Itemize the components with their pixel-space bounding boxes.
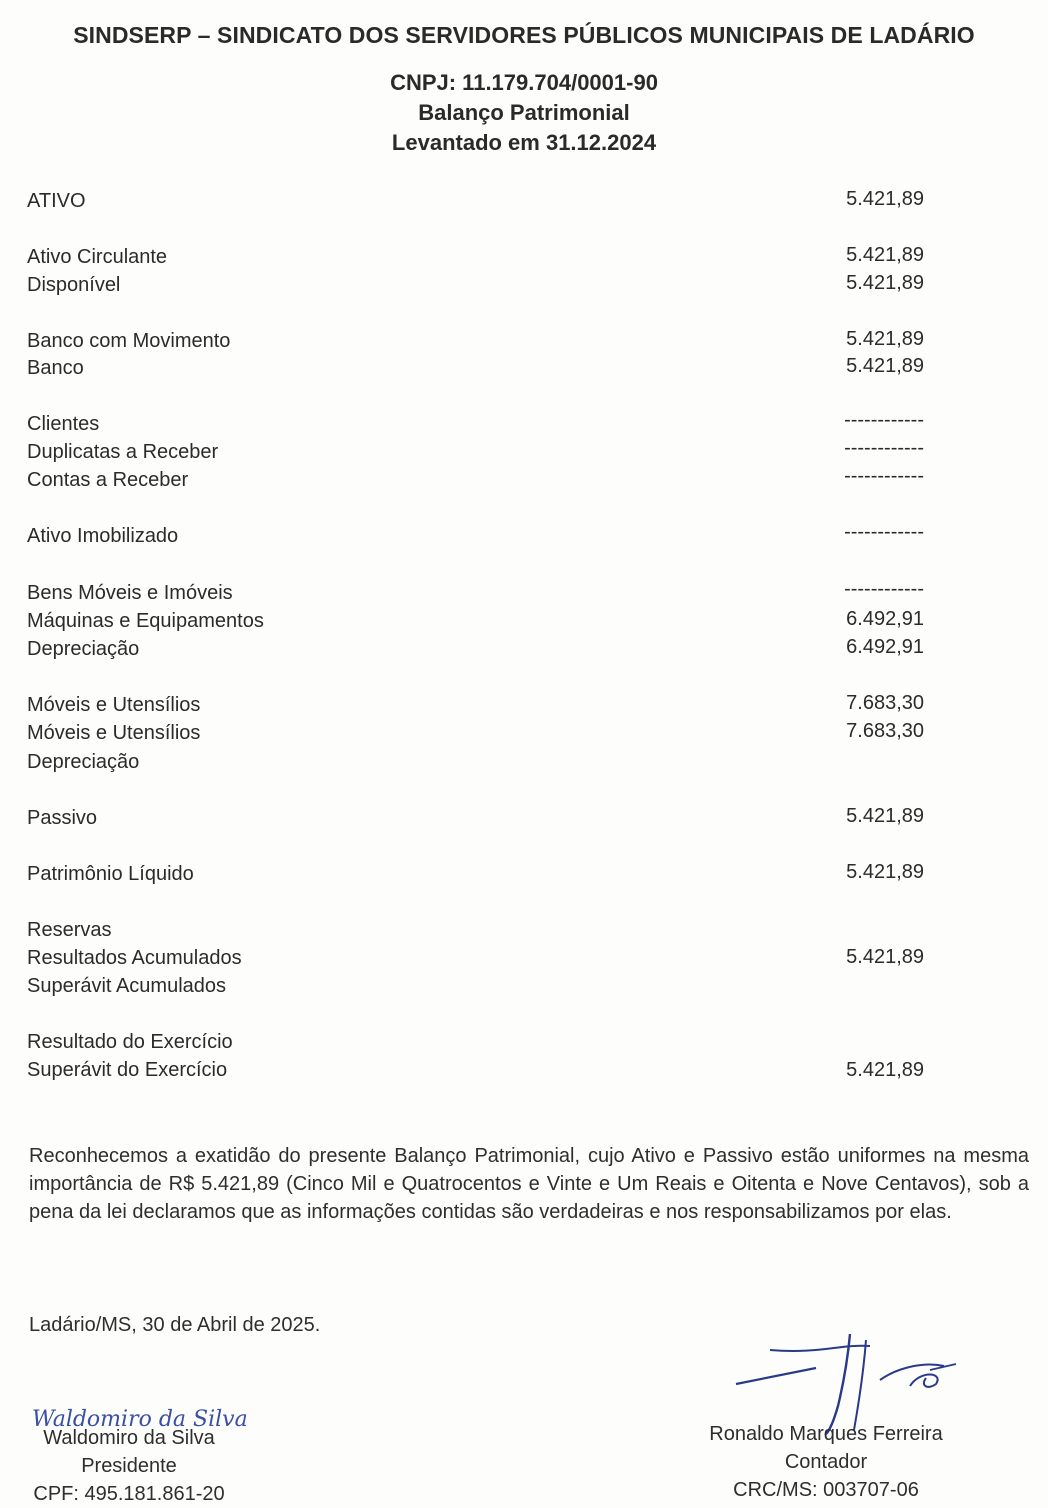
place-and-date: Ladário/MS, 30 de Abril de 2025. bbox=[29, 1314, 321, 1336]
balance-row bbox=[0, 1059, 1048, 1087]
row-value: 5.421,89 bbox=[846, 188, 924, 210]
row-value: 5.421,89 bbox=[846, 244, 924, 266]
row-value: ------------ bbox=[844, 578, 924, 600]
president-signature-block bbox=[24, 1424, 234, 1508]
document-title: Balanço Patrimonial bbox=[418, 100, 630, 125]
row-value: 7.683,30 bbox=[846, 692, 924, 714]
balance-row bbox=[0, 807, 1048, 835]
row-value: 5.421,89 bbox=[846, 328, 924, 350]
row-label: Máquinas e Equipamentos bbox=[27, 610, 264, 632]
row-label: Passivo bbox=[27, 807, 98, 829]
row-value: 5.421,89 bbox=[846, 355, 924, 377]
row-label: Superávit Acumulados bbox=[27, 975, 227, 997]
balance-row bbox=[0, 521, 1048, 553]
balance-row bbox=[0, 947, 1048, 975]
row-label: Depreciação bbox=[27, 751, 140, 773]
balance-row bbox=[0, 578, 1048, 610]
row-label: Clientes bbox=[27, 413, 100, 435]
accountant-signature-block bbox=[686, 1420, 966, 1504]
row-label: Contas a Receber bbox=[27, 469, 189, 491]
signatory-role: Presidente bbox=[81, 1455, 177, 1477]
row-value: 5.421,89 bbox=[846, 805, 924, 827]
balance-row bbox=[0, 357, 1048, 385]
row-value: ------------ bbox=[844, 521, 924, 543]
row-label: Depreciação bbox=[27, 638, 140, 660]
document-heading bbox=[0, 68, 1048, 158]
row-label: ATIVO bbox=[27, 190, 86, 212]
row-label: Móveis e Utensílios bbox=[27, 722, 201, 744]
balance-row bbox=[0, 694, 1048, 722]
signatory-role: Contador bbox=[784, 1451, 868, 1473]
signatory-cpf: CPF: 495.181.861-20 bbox=[33, 1483, 225, 1505]
balance-row bbox=[0, 1031, 1048, 1059]
row-value: 5.421,89 bbox=[846, 946, 924, 968]
balance-row bbox=[0, 465, 1048, 497]
balance-row bbox=[0, 330, 1048, 358]
row-value: 6.492,91 bbox=[846, 636, 924, 658]
row-label: Patrimônio Líquido bbox=[27, 863, 194, 885]
row-value: 5.421,89 bbox=[846, 1059, 924, 1081]
signatory-name: Waldomiro da Silva bbox=[43, 1427, 215, 1449]
balance-row bbox=[0, 863, 1048, 891]
cnpj-line: CNPJ: 11.179.704/0001-90 bbox=[390, 70, 658, 95]
row-label: Banco bbox=[27, 357, 84, 379]
balance-row bbox=[0, 975, 1048, 1003]
signature-text: Waldomiro da Silva bbox=[32, 1407, 248, 1432]
signatory-crc: CRC/MS: 003707-06 bbox=[733, 1479, 919, 1501]
row-label: Ativo Imobilizado bbox=[27, 525, 179, 547]
signatory-name: Ronaldo Marques Ferreira bbox=[709, 1423, 943, 1445]
balance-row bbox=[0, 638, 1048, 666]
row-value: 7.683,30 bbox=[846, 720, 924, 742]
row-value: 5.421,89 bbox=[846, 272, 924, 294]
row-value: 6.492,91 bbox=[846, 608, 924, 630]
balance-row bbox=[0, 274, 1048, 302]
row-label: Móveis e Utensílios bbox=[27, 694, 201, 716]
balance-row bbox=[0, 190, 1048, 218]
row-label: Resultado do Exercício bbox=[27, 1031, 233, 1053]
row-label: Superávit do Exercício bbox=[27, 1059, 228, 1081]
balance-row bbox=[0, 919, 1048, 947]
declaration-paragraph: Reconhecemos a exatidão do presente Balanço Patrimonial, cujo Ativo e Passivo estão uniformes na mesma importância de R$ 5.421,89 (Cinco Mil e Quatrocentos e Vinte e Um Reais e Oitenta e Nove Centavos), sob a pena da lei declaramos que as informações contidas são verdadeiras e nos responsabilizamos por elas. bbox=[29, 1145, 1029, 1223]
row-label: Ativo Circulante bbox=[27, 246, 168, 268]
row-value: 5.421,89 bbox=[846, 861, 924, 883]
row-label: Resultados Acumulados bbox=[27, 947, 242, 969]
balance-row bbox=[0, 246, 1048, 274]
row-label: Duplicatas a Receber bbox=[27, 441, 219, 463]
balance-row bbox=[0, 722, 1048, 750]
row-value: ------------ bbox=[844, 437, 924, 459]
balance-row bbox=[0, 751, 1048, 779]
row-value: ------------ bbox=[844, 465, 924, 487]
organization-name: SINDSERP – SINDICATO DOS SERVIDORES PÚBLICOS MUNICIPAIS DE LADÁRIO bbox=[73, 22, 975, 48]
balance-row bbox=[0, 610, 1048, 638]
survey-date: Levantado em 31.12.2024 bbox=[391, 130, 657, 155]
row-label: Reservas bbox=[27, 919, 112, 941]
row-value: ------------ bbox=[844, 409, 924, 431]
row-label: Banco com Movimento bbox=[27, 330, 231, 352]
row-label: Bens Móveis e Imóveis bbox=[27, 582, 233, 604]
row-label: Disponível bbox=[27, 274, 121, 296]
